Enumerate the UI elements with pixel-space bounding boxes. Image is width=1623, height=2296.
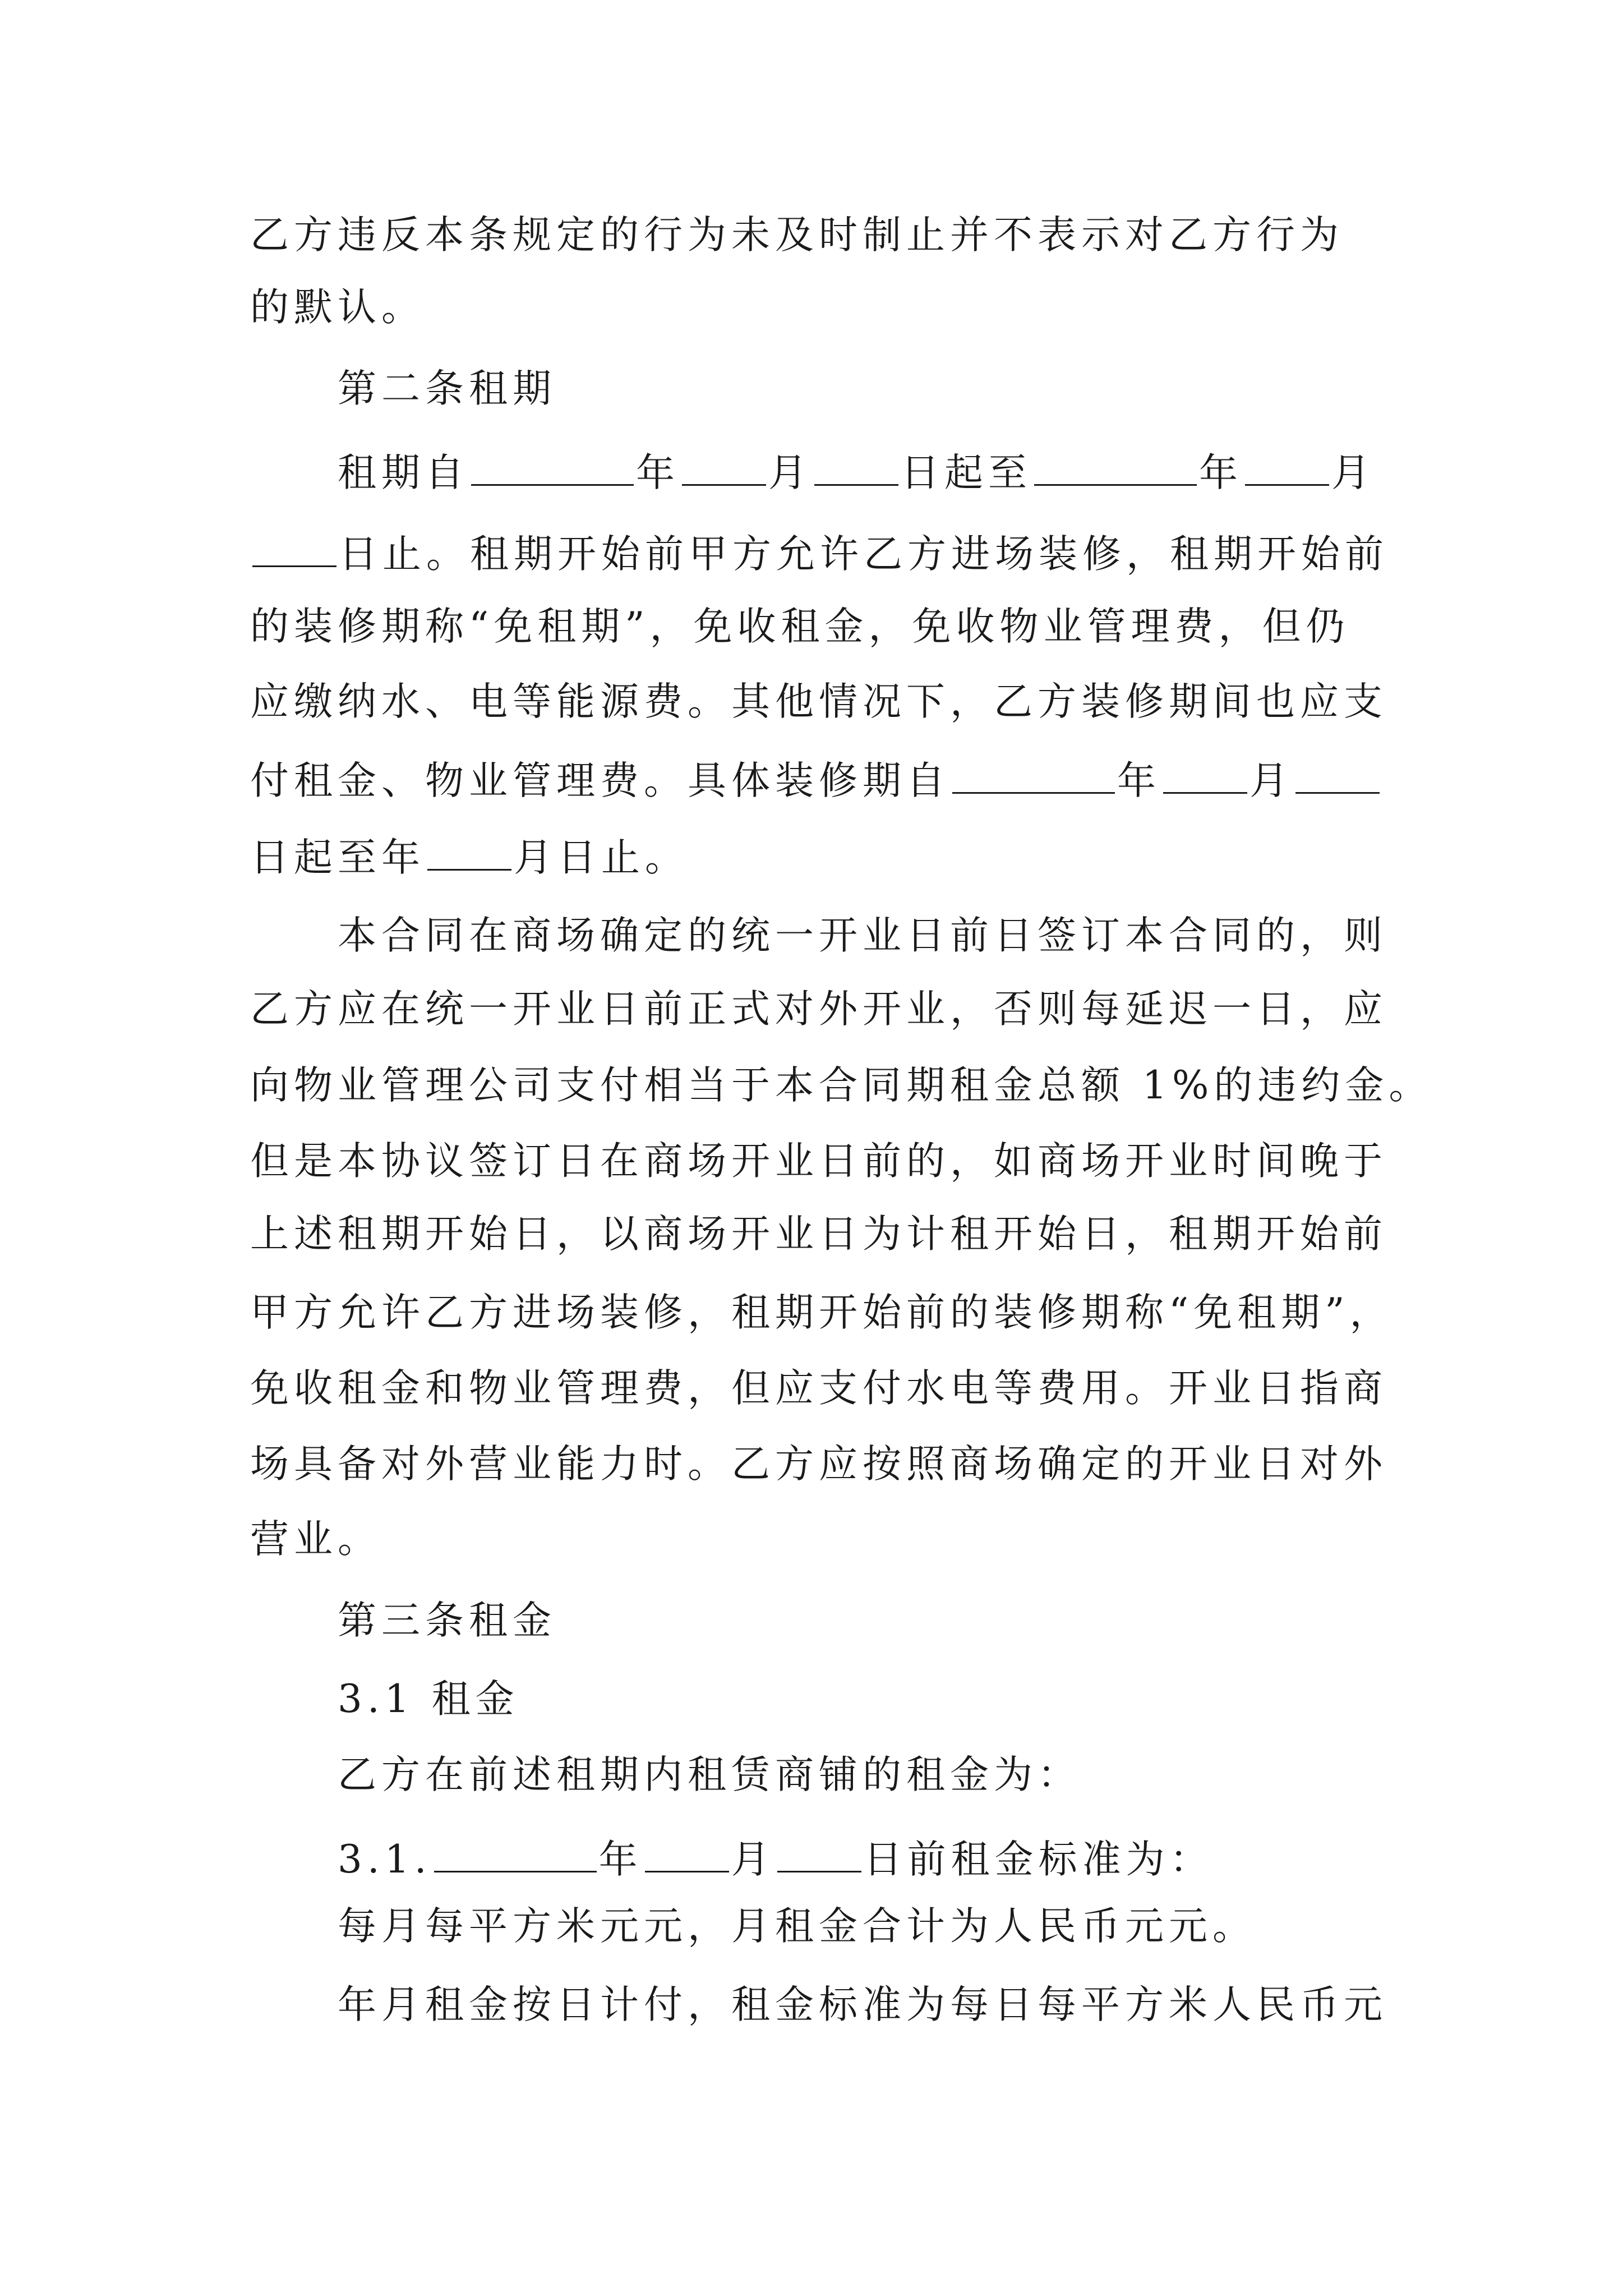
paragraph-line bbox=[338, 1837, 1214, 1882]
paragraph-line bbox=[250, 679, 1387, 724]
line-text: 3.1. bbox=[338, 1837, 432, 1882]
line-text: 月 bbox=[1331, 450, 1375, 495]
line-text: 上述租期开始日，以商场开业日为计租开始日，租期开始前 bbox=[250, 1212, 1387, 1257]
line-text: 年 bbox=[636, 450, 680, 495]
line-text: 日起至 bbox=[901, 450, 1032, 495]
line-text: 月日止。 bbox=[514, 835, 689, 880]
paragraph-line bbox=[250, 1212, 1387, 1257]
line-text: 月 bbox=[1249, 758, 1293, 803]
line-text: 但是本协议签订日在商场开业日前的，如商场开业时间晚于 bbox=[250, 1139, 1387, 1184]
fill-in-blank bbox=[682, 450, 766, 486]
fill-in-blank bbox=[814, 450, 898, 486]
line-text: 本合同在商场确定的统一开业日前日签订本合同的，则 bbox=[338, 913, 1387, 958]
paragraph-line bbox=[250, 285, 425, 330]
line-text: 应缴纳水、电等能源费。其他情况下，乙方装修期间也应支 bbox=[250, 679, 1387, 724]
heading-text: 第二条租期 bbox=[338, 366, 556, 411]
fill-in-blank bbox=[427, 835, 511, 871]
paragraph-line bbox=[250, 1063, 1433, 1108]
fill-in-blank bbox=[1295, 758, 1380, 794]
line-text: 日起至年 bbox=[250, 835, 425, 880]
line-text: 年 bbox=[598, 1837, 643, 1882]
fill-in-blank bbox=[777, 1837, 861, 1872]
line-text: 免收租金和物业管理费，但应支付水电等费用。开业日指商 bbox=[250, 1366, 1387, 1411]
line-text: 场具备对外营业能力时。乙方应按照商场确定的开业日对外 bbox=[250, 1442, 1387, 1487]
line-text: 月 bbox=[731, 1837, 775, 1882]
fill-in-blank bbox=[1034, 450, 1197, 486]
paragraph-line bbox=[338, 913, 1387, 958]
line-text: 乙方在前述租期内租赁商铺的租金为： bbox=[338, 1752, 1081, 1797]
fill-in-blank bbox=[1163, 758, 1247, 794]
heading-text: 3.1 租金 bbox=[338, 1677, 519, 1722]
paragraph-line bbox=[338, 1752, 1081, 1797]
line-text: 日前租金标准为： bbox=[863, 1837, 1214, 1882]
line-text: 月 bbox=[768, 450, 812, 495]
paragraph-line bbox=[250, 1139, 1387, 1184]
line-text: 乙方应在统一开业日前正式对外开业，否则每延迟一日，应 bbox=[250, 987, 1387, 1032]
paragraph-line bbox=[338, 450, 1375, 493]
paragraph-line bbox=[250, 1517, 381, 1562]
section-heading bbox=[338, 1598, 556, 1643]
line-text: 营业。 bbox=[250, 1517, 381, 1562]
paragraph-line bbox=[338, 1982, 1387, 2027]
line-text: 日止。租期开始前甲方允许乙方进场装修，租期开始前 bbox=[339, 532, 1389, 577]
paragraph-line bbox=[250, 758, 1382, 803]
paragraph-line bbox=[250, 213, 1344, 257]
line-text: 每月每平方米元元，月租金合计为人民币元元。 bbox=[338, 1904, 1256, 1949]
fill-in-blank bbox=[434, 1837, 597, 1872]
heading-text: 第三条租金 bbox=[338, 1598, 556, 1643]
paragraph-line bbox=[250, 987, 1387, 1032]
line-text: 的默认。 bbox=[250, 285, 425, 330]
paragraph-line bbox=[250, 1442, 1387, 1487]
line-text: 向物业管理公司支付相当于本合同期租金总额 1%的违约金。 bbox=[250, 1063, 1433, 1108]
line-text: 付租金、物业管理费。具体装修期自 bbox=[250, 758, 950, 803]
fill-in-blank bbox=[471, 450, 634, 486]
paragraph-line bbox=[250, 835, 689, 880]
line-text: 租期自 bbox=[338, 450, 469, 495]
paragraph-line bbox=[338, 1904, 1256, 1949]
line-text: 年月租金按日计付，租金标准为每日每平方米人民币元 bbox=[338, 1982, 1387, 2027]
paragraph-line bbox=[250, 532, 1389, 577]
fill-in-blank bbox=[952, 758, 1115, 794]
line-text: 乙方违反本条规定的行为未及时制止并不表示对乙方行为 bbox=[250, 213, 1344, 257]
paragraph-line bbox=[250, 1366, 1387, 1411]
line-text: 甲方允许乙方进场装修，租期开始前的装修期称“免租期”， bbox=[250, 1290, 1394, 1335]
fill-in-blank bbox=[645, 1837, 729, 1872]
fill-in-blank bbox=[252, 532, 336, 567]
paragraph-line bbox=[250, 604, 1350, 649]
line-text: 年 bbox=[1117, 758, 1161, 803]
fill-in-blank bbox=[1245, 450, 1329, 486]
line-text: 年 bbox=[1199, 450, 1243, 495]
subsection-heading bbox=[338, 1677, 519, 1722]
paragraph-line bbox=[250, 1290, 1394, 1335]
section-heading bbox=[338, 366, 556, 411]
line-text: 的装修期称“免租期”，免收租金，免收物业管理费，但仍 bbox=[250, 604, 1350, 649]
